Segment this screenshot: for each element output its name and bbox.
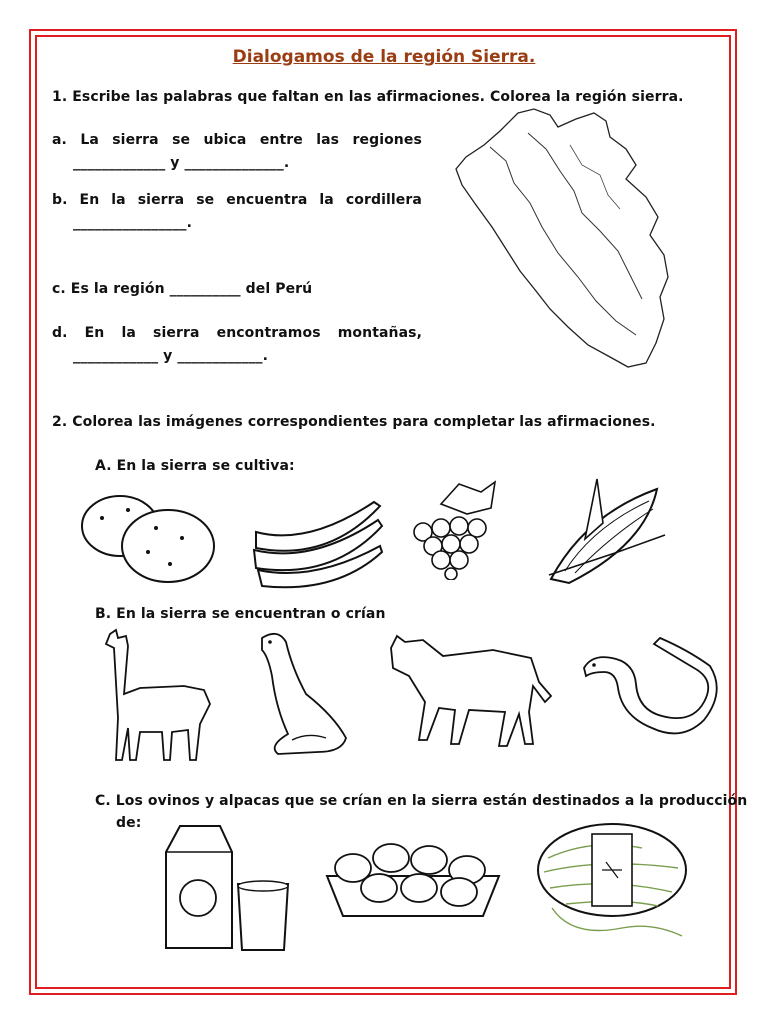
q1-c-line: c. Es la región __________ del Perú	[52, 281, 313, 297]
banana-icon	[248, 490, 388, 590]
q1-a-blanks: _____________ y ______________.	[73, 155, 290, 171]
wool-icon	[532, 818, 694, 938]
q2-instruction: 2. Colorea las imágenes correspondientes para completar las afirmaciones.	[52, 414, 656, 430]
llama-icon	[100, 628, 215, 768]
peru-map	[450, 105, 680, 370]
corn-icon	[545, 475, 670, 585]
q1-b-blank: ________________.	[73, 215, 193, 231]
q1-b-line1: b. En la sierra se encuentra la cordillera	[52, 192, 422, 208]
grapes-icon	[405, 480, 505, 580]
q1-instruction: 1. Escribe las palabras que faltan en las afirmaciones. Colorea la región sierra.	[52, 89, 684, 105]
snake-icon	[578, 632, 720, 740]
eggs-icon	[323, 830, 505, 920]
q2-b-label: B. En la sierra se encuentran o crían	[95, 606, 386, 622]
q1-d-blanks: ____________ y ____________.	[73, 348, 268, 364]
q1-a-line1: a. La sierra se ubica entre las regiones	[52, 132, 422, 148]
puma-icon	[383, 628, 555, 752]
q2-c-label-1: C. Los ovinos y alpacas que se crían en la sierra están destinados a la producción	[95, 793, 748, 809]
milk-icon	[160, 818, 295, 954]
potato-icon	[78, 488, 218, 588]
sea-lion-icon	[248, 628, 353, 760]
page-title: Dialogamos de la región Sierra.	[232, 47, 536, 67]
q2-a-label: A. En la sierra se cultiva:	[95, 458, 295, 474]
q2-c-label-2: de:	[116, 815, 142, 831]
q1-d-line1: d. En la sierra encontramos montañas,	[52, 325, 422, 341]
